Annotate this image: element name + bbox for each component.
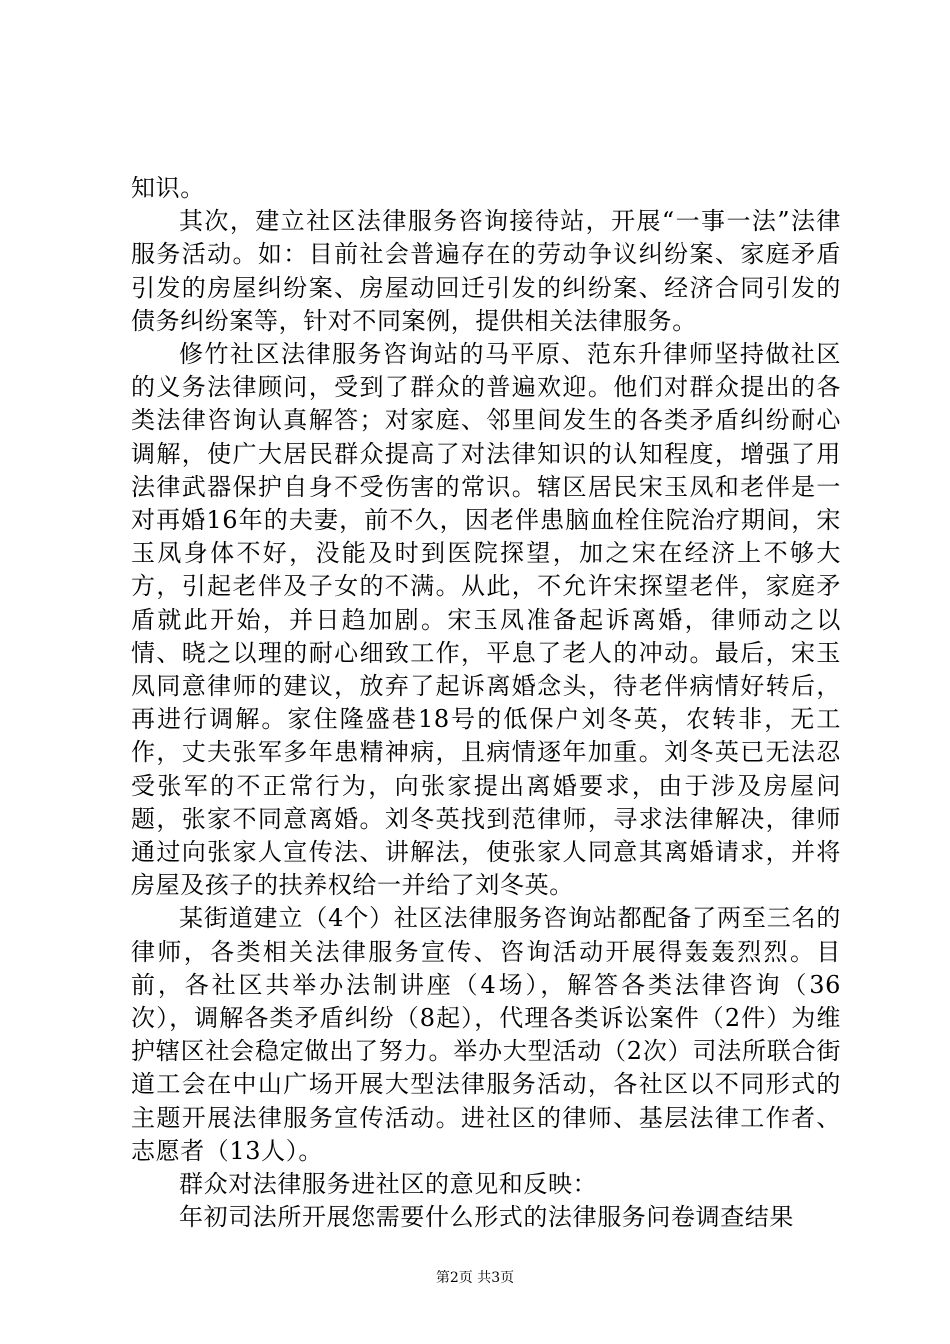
paragraph-consultation-station: 其次，建立社区法律服务咨询接待站，开展“一事一法”法律服务活动。如：目前社会普遍存在的劳动争议纠纷案、家庭矛盾引发的房屋纠纷案、房屋动回迁引发的纠纷案、经济合同引发的债务纠纷案等，针对不同案例，提供相关法律服务。 xyxy=(131,207,841,335)
paragraph-continuation: 知识。 xyxy=(131,174,205,202)
document-body xyxy=(131,172,841,1235)
paragraph-street-statistics: 某街道建立（4个）社区法律服务咨询站都配备了两至三名的律师，各类相关法律服务宣传、咨询活动开展得轰轰烈烈。目前，各社区共举办法制讲座（4场），解答各类法律咨询（36次），调解各类矛盾纠纷（8起），代理各类诉讼案件（2件）为维护辖区社会稳定做出了努力。举办大型活动（2次）司法所联合街道工会在中山广场开展大型法律服务活动，各社区以不同形式的主题开展法律服务宣传活动。进社区的律师、基层法律工作者、志愿者（13人）。 xyxy=(131,904,841,1165)
page-footer: 第2页 共3页 xyxy=(435,1270,515,1286)
paragraph-survey-intro: 年初司法所开展您需要什么形式的法律服务问卷调查结果 xyxy=(179,1203,794,1232)
paragraph-public-feedback-heading: 群众对法律服务进社区的意见和反映： xyxy=(179,1170,598,1199)
paragraph-xiuzhu-community: 修竹社区法律服务咨询站的马平原、范东升律师坚持做社区的义务法律顾问，受到了群众的普遍欢迎。他们对群众提出的各类法律咨询认真解答；对家庭、邻里间发生的各类矛盾纠纷耐心调解，使广大居民群众提高了对法律知识的认知程度，增强了用法律武器保护自身不受伤害的常识。辖区居民宋玉凤和老伴是一对再婚16年的夫妻，前不久，因老伴患脑血栓住院治疗期间，宋玉凤身体不好，没能及时到医院探望，加之宋在经济上不够大方，引起老伴及子女的不满。从此，不允许宋探望老伴，家庭矛盾就此开始，并日趋加剧。宋玉凤准备起诉离婚，律师动之以情、晓之以理的耐心细致工作，平息了老人的冲动。最后，宋玉凤同意律师的建议，放弃了起诉离婚念头，待老伴病情好转后，再进行调解。家住隆盛巷18号的低保户刘冬英，农转非，无工作，丈夫张军多年患精神病，且病情逐年加重。刘冬英已无法忍受张军的不正常行为，向张家提出离婚要求，由于涉及房屋问题，张家不同意离婚。刘冬英找到范律师，寻求法律解决，律师通过向张家人宣传法、讲解法，使张家人同意其离婚请求，并将房屋及孩子的扶养权给一并给了刘冬英。 xyxy=(131,340,841,900)
